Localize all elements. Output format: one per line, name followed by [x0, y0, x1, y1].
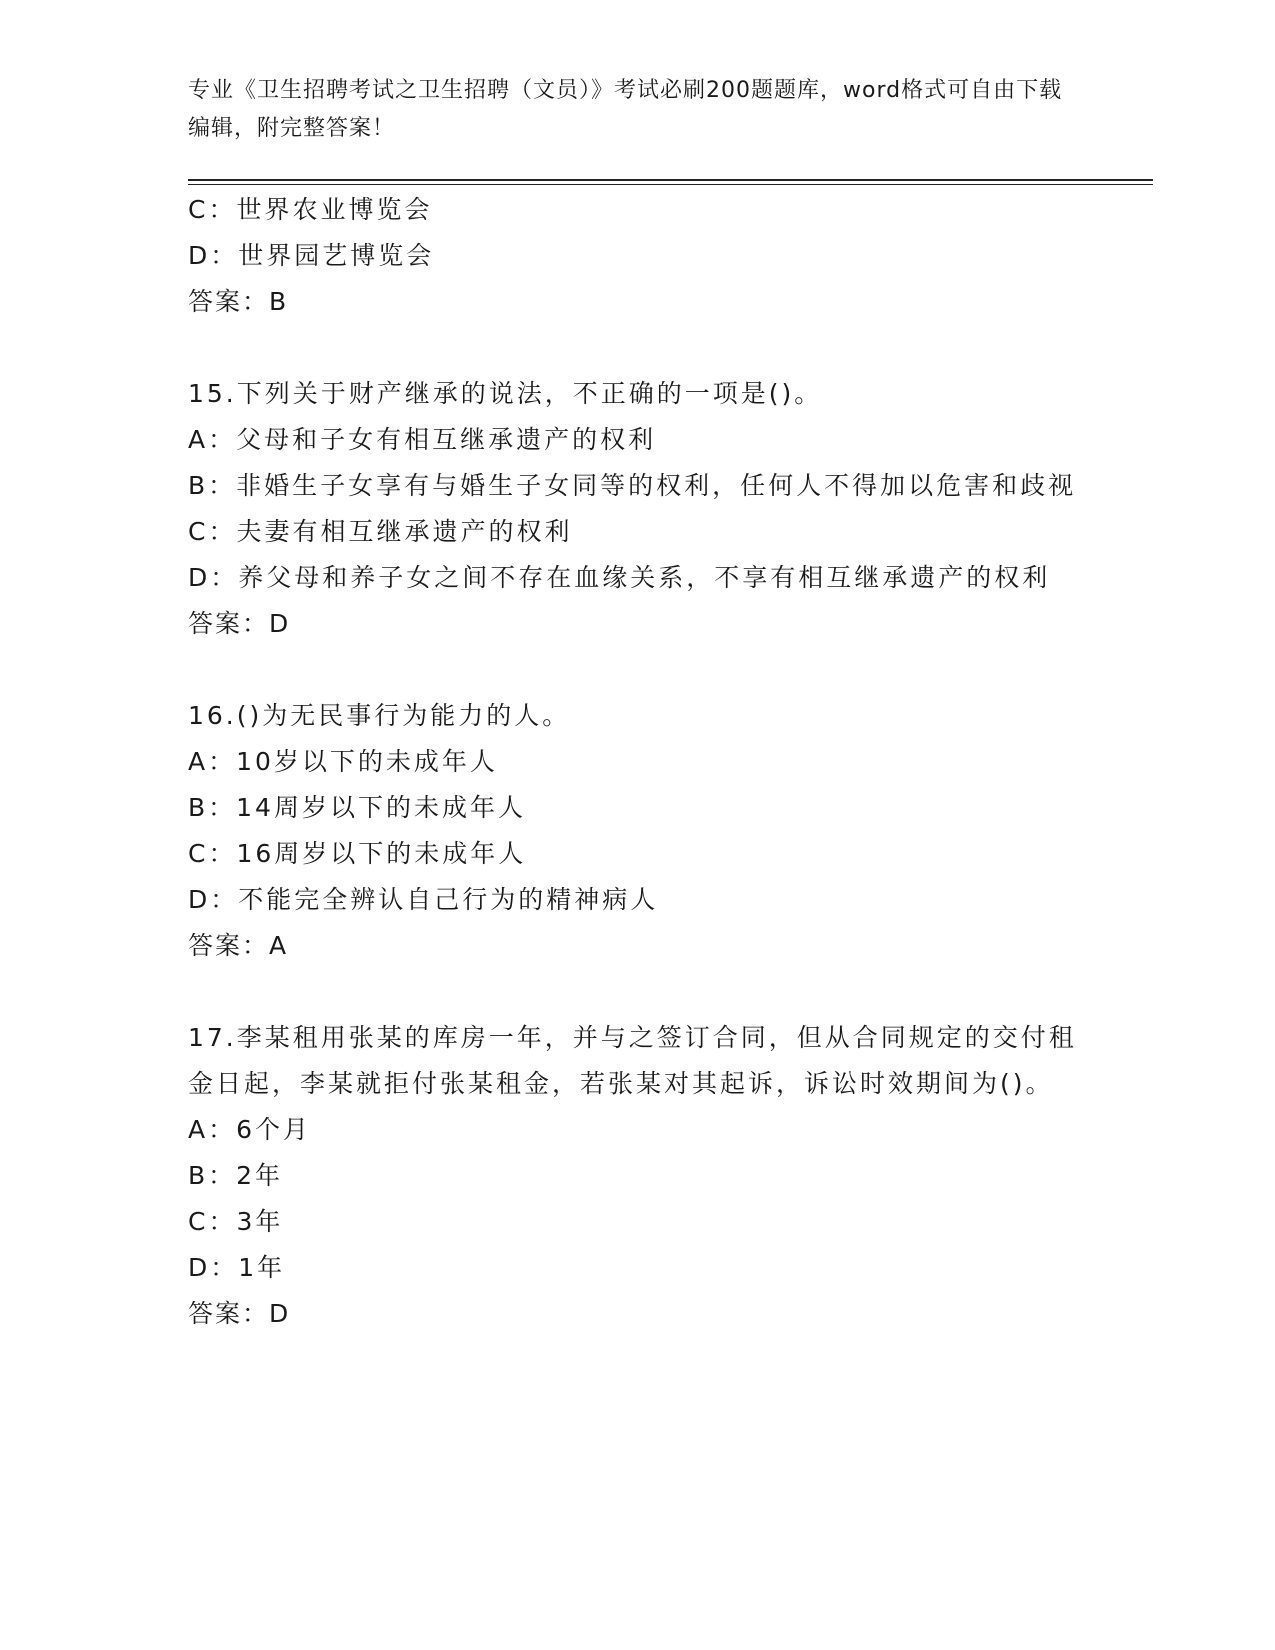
question-15-option-c: C：夫妻有相互继承遗产的权利 — [188, 517, 573, 546]
question-17-option-a: A：6个月 — [188, 1115, 312, 1144]
question-15-stem: 15.下列关于财产继承的说法，不正确的一项是()。 — [188, 379, 823, 408]
question-16-option-a: A：10岁以下的未成年人 — [188, 747, 498, 776]
spacer — [188, 325, 1078, 371]
question-16-answer: 答案：A — [188, 931, 289, 960]
spacer — [188, 647, 1078, 693]
question-16-option-c: C：16周岁以下的未成年人 — [188, 839, 527, 868]
question-17-option-c: C：3年 — [188, 1207, 284, 1236]
option-d: D：世界园艺博览会 — [188, 241, 435, 270]
question-16-option-d: D：不能完全辨认自己行为的精神病人 — [188, 885, 659, 914]
question-17-answer: 答案：D — [188, 1299, 291, 1328]
question-17-option-b: B：2年 — [188, 1161, 284, 1190]
question-15-answer: 答案：D — [188, 609, 291, 638]
question-17-stem: 17.李某租用张某的库房一年，并与之签订合同，但从合同规定的交付租金日起，李某就拒付张某租金，若张某对其起诉，诉讼时效期间为()。 — [188, 1023, 1077, 1098]
header-divider-thin — [188, 184, 1153, 185]
document-header: 专业《卫生招聘考试之卫生招聘（文员）》考试必刷200题题库，word格式可自由下载编辑，附完整答案！ — [188, 78, 1063, 141]
question-16-stem: 16.()为无民事行为能力的人。 — [188, 701, 571, 730]
question-15-option-a: A：父母和子女有相互继承遗产的权利 — [188, 425, 657, 454]
question-16-option-b: B：14周岁以下的未成年人 — [188, 793, 526, 822]
header-divider-thick — [188, 179, 1153, 181]
question-17-option-d: D：1年 — [188, 1253, 286, 1282]
question-15-option-d: D：养父母和养子女之间不存在血缘关系，不享有相互继承遗产的权利 — [188, 563, 1051, 592]
option-c: C：世界农业博览会 — [188, 195, 433, 224]
spacer — [188, 969, 1078, 1015]
question-15-option-b: B：非婚生子女享有与婚生子女同等的权利，任何人不得加以危害和歧视 — [188, 471, 1077, 500]
answer-line: 答案：B — [188, 287, 289, 316]
question-content — [188, 187, 1078, 1337]
